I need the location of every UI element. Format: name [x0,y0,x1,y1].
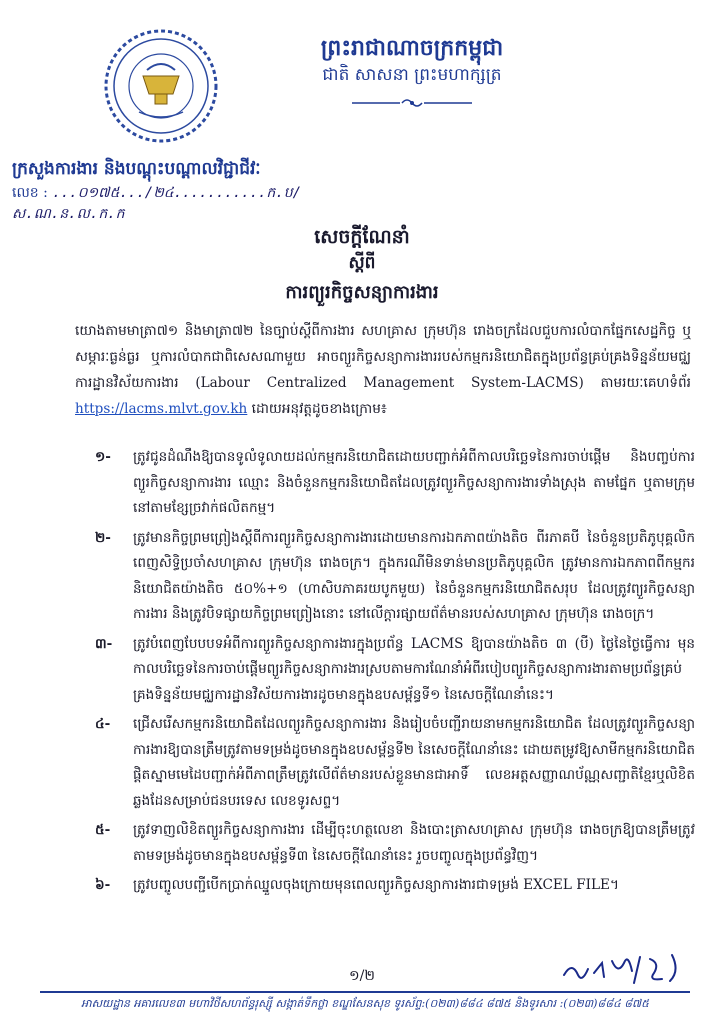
intro-after-link: ដោយអនុវត្តដូចខាងក្រោម៖ [251,401,387,417]
document-subject: ការព្យួរកិច្ចសន្យាការងារ [285,282,439,303]
item-text: ត្រូវជូនដំណឹងឱ្យបានទូលំទូលាយដល់កម្មករនិយោជិតដោយបញ្ជាក់អំពីកាលបរិច្ឆេទនៃការចាប់ផ្តើម និងបញ្ចប់ការព្យួរកិច្ចសន្យាការងារ ឈ្មោះ និងចំនួនកម្មករនិយោជិតដែលត្រូវព្យួរកិច្ចសន្យាការងារទាំងស្រុង តាមផ្នែក ឬតាមក្រុម នៅតាមខ្សែច្រវាក់ផលិតកម្ម។ [133,449,695,516]
item-number: ៦- [95,877,111,893]
reference-number: ...០១៧៥.../២៤...........ក.ប/ស.ណ.ន.ល.ក.ក [12,185,302,222]
item-number: ២- [95,529,111,546]
document-title-connector: ស្តីពី [348,253,376,273]
item-number: ១- [95,449,111,465]
item-text: ត្រូវបំពេញបែបបទអំពីការព្យួរកិច្ចសន្យាការងារក្នុងប្រព័ន្ធ LACMS ឱ្យបានយ៉ាងតិច ៣ (បី) ថ្ងៃនៃថ្ងៃធ្វើការ មុនកាលបរិច្ឆេទនៃការចាប់ផ្តើមព្យួរកិច្ចសន្យាការងារស្របតាមការណែនាំអំពីរបៀបព្យួរកិច្ចសន្យាការងារតាមប្រព័ន្ធគ្រប់គ្រងទិន្នន័យមជ្ឈការដ្ឋានវិស័យការងារដូចមានក្នុងឧបសម្ព័ន្ធទី១ នៃសេចក្តីណែនាំនេះ។ [133,635,695,703]
list-item [95,632,695,709]
item-number: ៤- [95,716,111,732]
divider-ornament [352,96,472,110]
intro-text: យោងតាមមាត្រា៧១ និងមាត្រា៧២ នៃច្បាប់ស្តីពីការងារ សហគ្រាស ក្រុមហ៊ុន រោងចក្រដែលជួបការលំបាកផ្នែកសេដ្ឋកិច្ច ឬសម្ភារៈធ្ងន់ធ្ងរ ឬការលំបាកជាពិសេសណាមួយ អាចព្យួរកិច្ចសន្យាការងាររបស់កម្មករនិយោជិតក្នុងប្រព័ន្ធគ្រប់គ្រងទិន្នន័យមជ្ឈការដ្ឋានវិស័យការងារ (Labour Centralized Management System-LACMS) តាមរយៈគេហទំព័រ [75,323,691,391]
list-item [95,873,695,899]
reference-label: លេខ [12,185,39,201]
footer-address: អាសយដ្ឋាន អគារលេខ៣ មហាវិថីសហព័ន្ធរុស្ស៊ី សង្កាត់ទឹកថ្លា ខណ្ឌសែនសុខ ទូរស័ព្ទ:(០២៣)៨៨៤ ៨៧៥ និងទូរសារ :(០២៣)៨៨៤ ៨៧៥ [81,997,649,1010]
ministry-seal [103,28,219,144]
item-number: ៣- [95,635,113,652]
page-number: ១/២ [349,968,375,984]
list-item [95,526,695,628]
kingdom-heading: ព្រះរាជាណាចក្រកម្ពុជា [320,35,504,61]
item-text: ត្រូវបញ្ចូលបញ្ជីបើកប្រាក់ឈ្នួលចុងក្រោយមុនពេលព្យួរកិច្ចសន្យាការងារជាទម្រង់ EXCEL FILE។ [133,877,619,893]
list-item [95,818,695,869]
list-item [95,712,695,814]
footer-divider [40,991,690,993]
document-title: សេចក្តីណែនាំ [314,226,410,248]
item-text: ជ្រើសរើសកម្មករនិយោជិតដែលព្យួរកិច្ចសន្យាការងារ និងរៀបចំបញ្ជីរាយនាមកម្មករនិយោជិត ដែលត្រូវព្យួរកិច្ចសន្យាការងារឱ្យបានត្រឹមត្រូវតាមទម្រង់ដូចមានក្នុងឧបសម្ព័ន្ធទី២ នៃសេចក្តីណែនាំនេះ ដោយតម្រូវឱ្យសាមីកម្មករនិយោជិតផ្តិតស្នាមមេដៃបញ្ជាក់អំពីភាពត្រឹមត្រូវលើព័ត៌មានរបស់ខ្លួនមានជាអាទិ៍ លេខអត្តសញ្ញាណប័ណ្ណសញ្ជាតិខ្មែរឬលិខិតឆ្លងដែនសម្រាប់ជនបរទេស លេខទូរសព្ទ។ [133,716,695,809]
item-text: ត្រូវមានកិច្ចព្រមព្រៀងស្តីពីការព្យួរកិច្ចសន្យាការងារដោយមានការឯកភាពយ៉ាងតិច ពីរភាគបី នៃចំនួនប្រតិភូបុគ្គលិកពេញសិទ្ធិប្រចាំសហគ្រាស ក្រុមហ៊ុន រោងចក្រ។ ក្នុងករណីមិនទាន់មានប្រតិភូបុគ្គលិក ត្រូវមានការឯកភាពពីកម្មករនិយោជិតយ៉ាងតិច ៥០%+១ (ហាសិបភាគរយបូកមួយ) នៃចំនួនកម្មករនិយោជិតសរុប ដែលត្រូវព្យួរកិច្ចសន្យាការងារ និងត្រូវបិទផ្សាយកិច្ចព្រមព្រៀងនោះ នៅលើក្តារផ្សាយព័ត៌មានរបស់សហគ្រាស ក្រុមហ៊ុន រោងចក្រ។ [133,529,695,622]
ministry-name: ក្រសួងការងារ និងបណ្តុះបណ្តាលវិជ្ជាជីវៈ [12,159,261,179]
signature-mark [560,953,700,987]
item-text: ត្រូវទាញលិខិតព្យួរកិច្ចសន្យាការងារ ដើម្បីចុះហត្ថលេខា និងបោះត្រាសហគ្រាស ក្រុមហ៊ុន រោងចក្រឱ្យបានត្រឹមត្រូវតាមទម្រង់ដូចមានក្នុងឧបសម្ព័ន្ធទី៣ នៃសេចក្តីណែនាំនេះ រួចបញ្ចូលក្នុងប្រព័ន្ធវិញ។ [133,822,695,864]
instruction-list [95,445,695,903]
item-number: ៥- [95,822,111,838]
list-item [95,445,695,522]
reference-number-line: លេខ : ...០១៧៥.../២៤...........ក.ប/ស.ណ.ន.ល.ក.ក [12,185,302,222]
national-motto: ជាតិ សាសនា ព្រះមហាក្សត្រ [322,65,502,85]
intro-paragraph [75,318,691,422]
lacms-link[interactable]: https://lacms.mlvt.gov.kh [75,401,248,417]
